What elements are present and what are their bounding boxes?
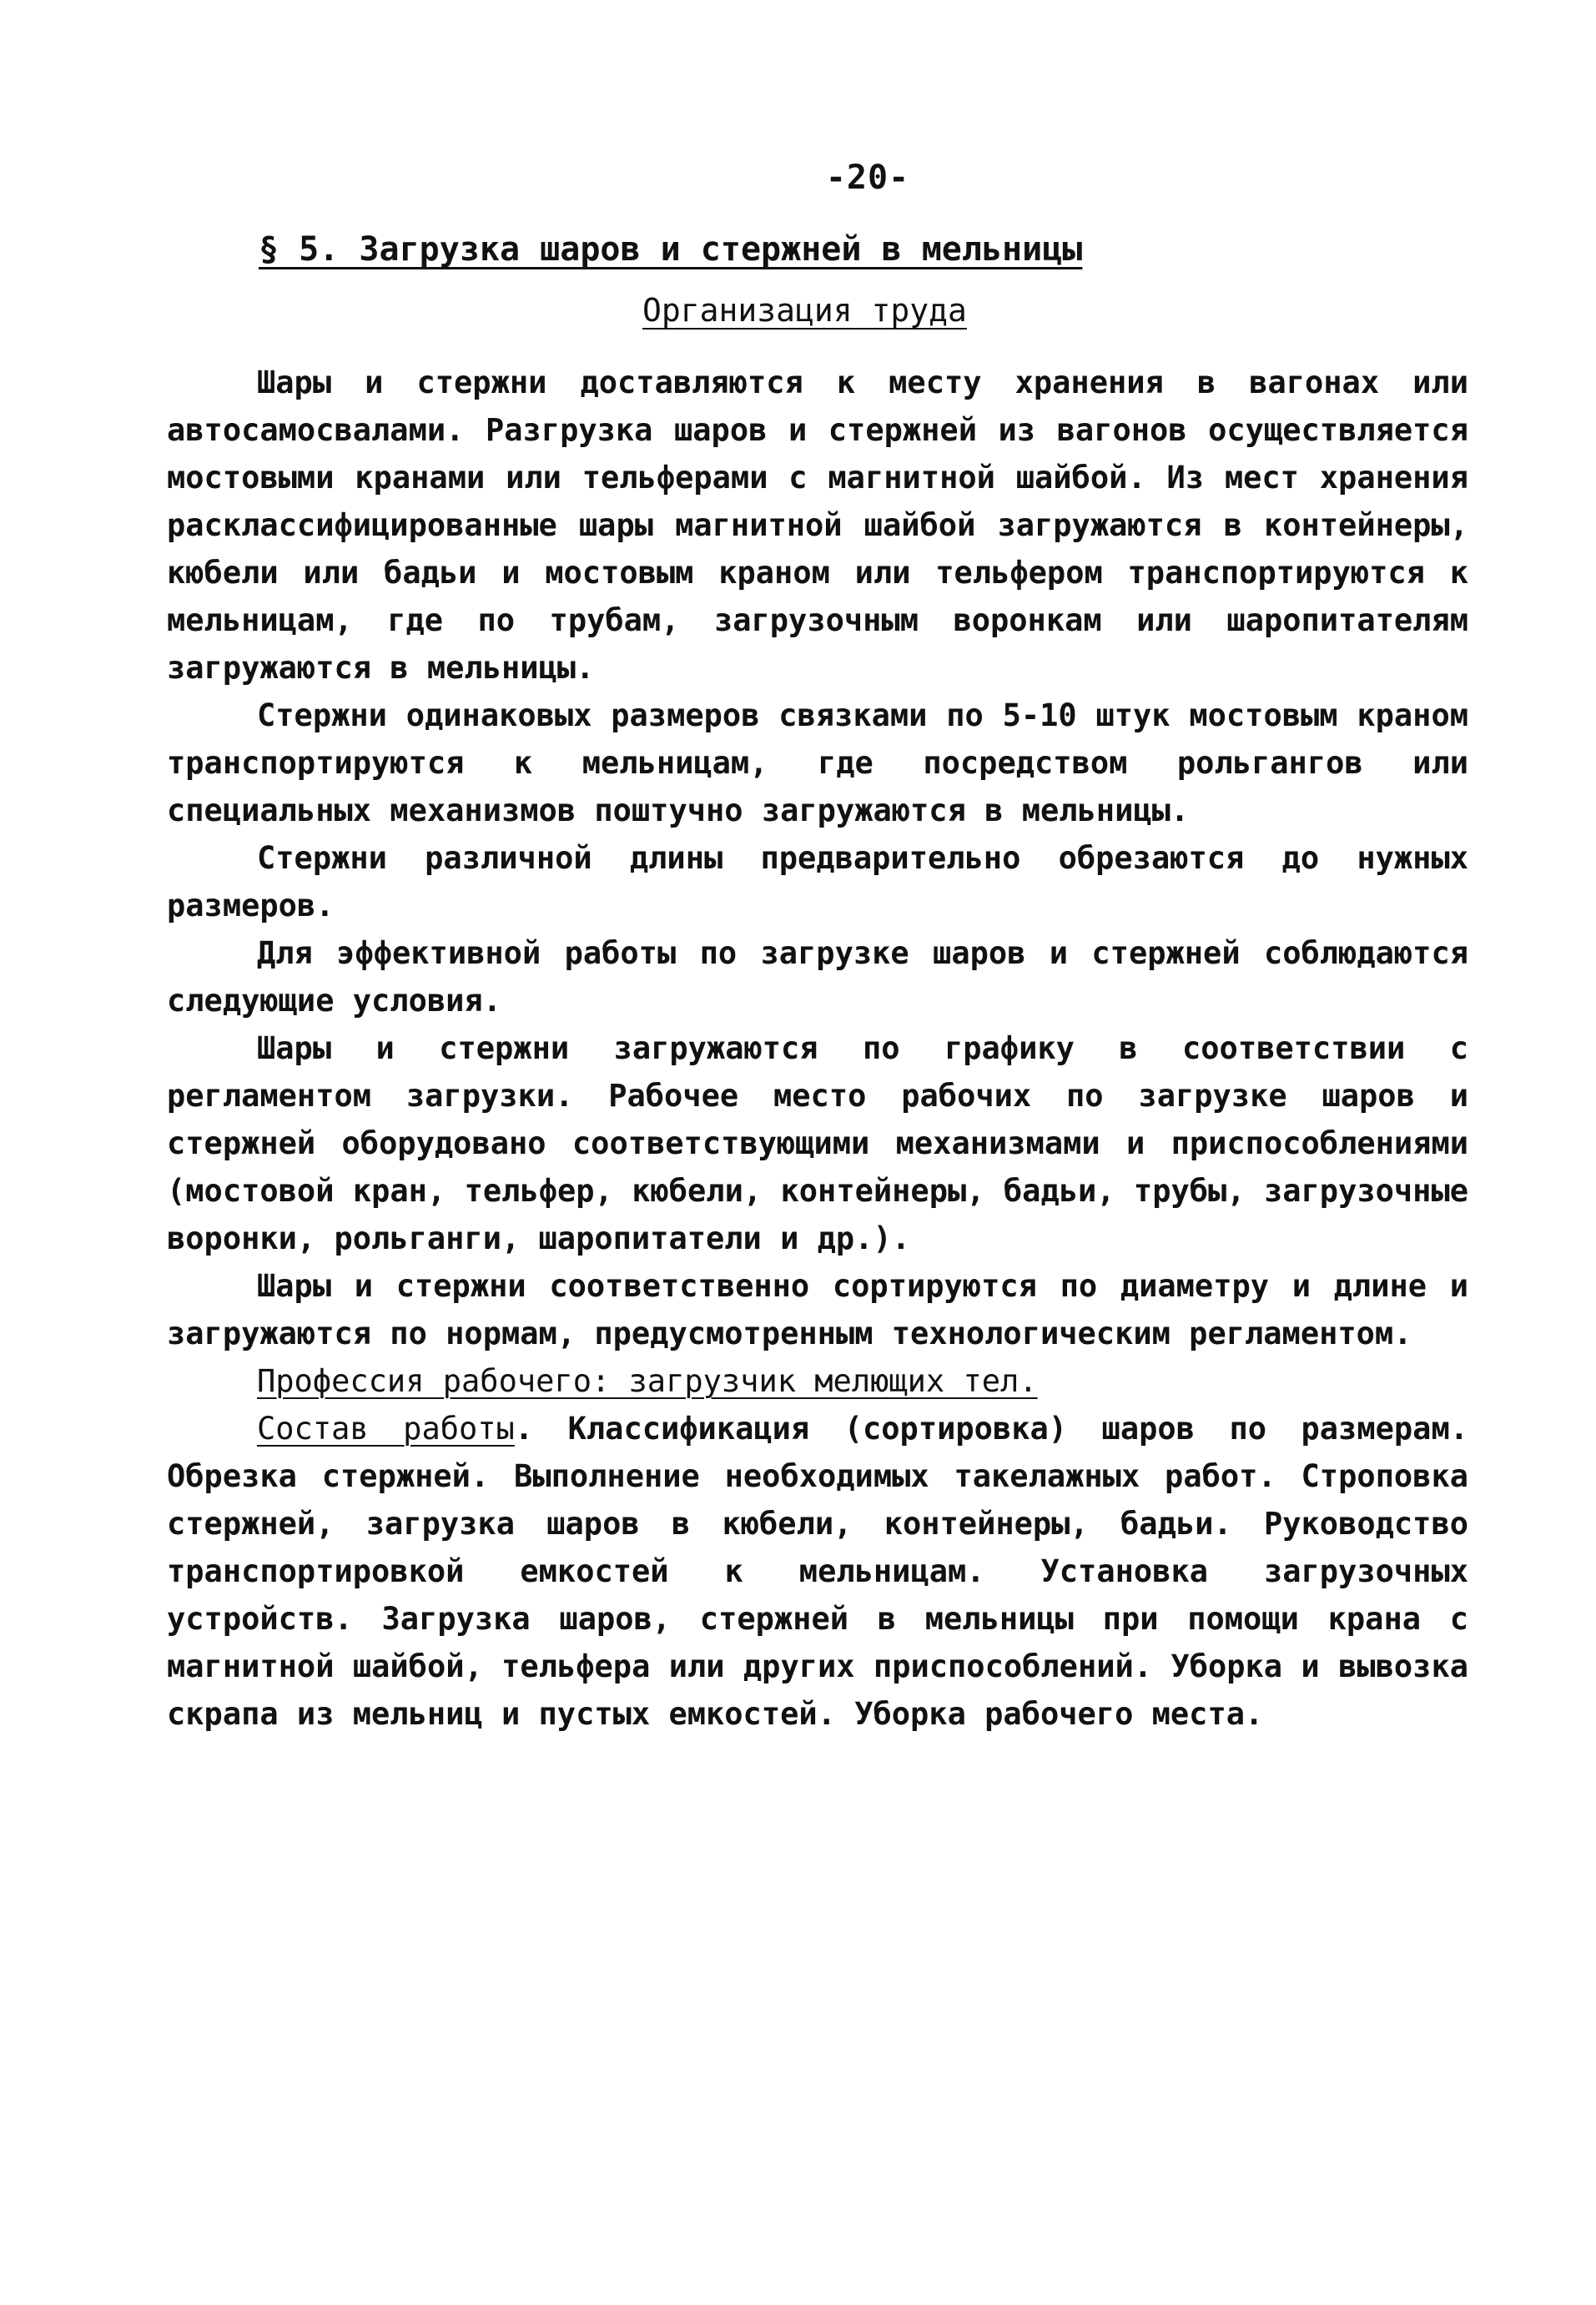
document-page: [167, 159, 1468, 1738]
paragraph: Стержни одинаковых размеров связками по 5-10 штук мостовым краном транспортируются к мельницам, где посредством рольгангов или специальных механизмов поштучно загружаются в мельницы.: [167, 697, 1468, 828]
work-composition-label: Состав работы: [257, 1411, 515, 1447]
profession-text: Профессия рабочего: загрузчик мелющих тел.: [257, 1363, 1038, 1399]
profession-line: [167, 1357, 1468, 1405]
paragraph: Шары и стержни загружаются по графику в соответствии с регламентом загрузки. Рабочее место рабочих по загрузке шаров и стержней оборудовано соответствующими механизмами и приспособлениями (мостовой кран, тельфер, кюбели, контейнеры, бадьи, трубы, загрузочные воронки, рольганги, шаропитатели и др.).: [167, 1030, 1468, 1256]
paragraph: Шары и стержни доставляются к месту хранения в вагонах или автосамосвалами. Разгрузка шаров и стержней из вагонов осуществляется мостовыми кранами или тельферами с магнитной шайбой. Из мест хранения расклассифицированные шары магнитной шайбой загружаются в контейнеры, кюбели или бадьи и мостовым краном или тельфером транспортируются к мельницам, где по трубам, загрузочным воронкам или шаропитателям загружаются в мельницы.: [167, 365, 1468, 686]
page-number: -20-: [825, 159, 910, 197]
section-title: § 5. Загрузка шаров и стержней в мельницы: [259, 230, 1083, 269]
section-subtitle: Организация труда: [642, 292, 967, 329]
paragraph: Стержни различной длины предварительно обрезаются до нужных размеров.: [167, 840, 1468, 924]
body-text: [167, 359, 1468, 1738]
work-composition-paragraph: [167, 1405, 1468, 1738]
paragraph: Для эффективной работы по загрузке шаров и стержней соблюдаются следующие условия.: [167, 935, 1468, 1019]
work-composition-text: . Классификация (сортировка) шаров по размерам. Обрезка стержней. Выполнение необходимых такелажных работ. Строповка стержней, загрузка шаров в кюбели, контейнеры, бадьи. Руководство транспортировкой емкостей к мельницам. Установка загрузочных устройств. Загрузка шаров, стержней в мельницы при помощи крана с магнитной шайбой, тельфера или других приспособлений. Уборка и вывозка скрапа из мельниц и пустых емкостей. Уборка рабочего места.: [167, 1411, 1468, 1732]
paragraph: Шары и стержни соответственно сортируются по диаметру и длине и загружаются по нормам, предусмотренным технологическим регламентом.: [167, 1268, 1468, 1351]
